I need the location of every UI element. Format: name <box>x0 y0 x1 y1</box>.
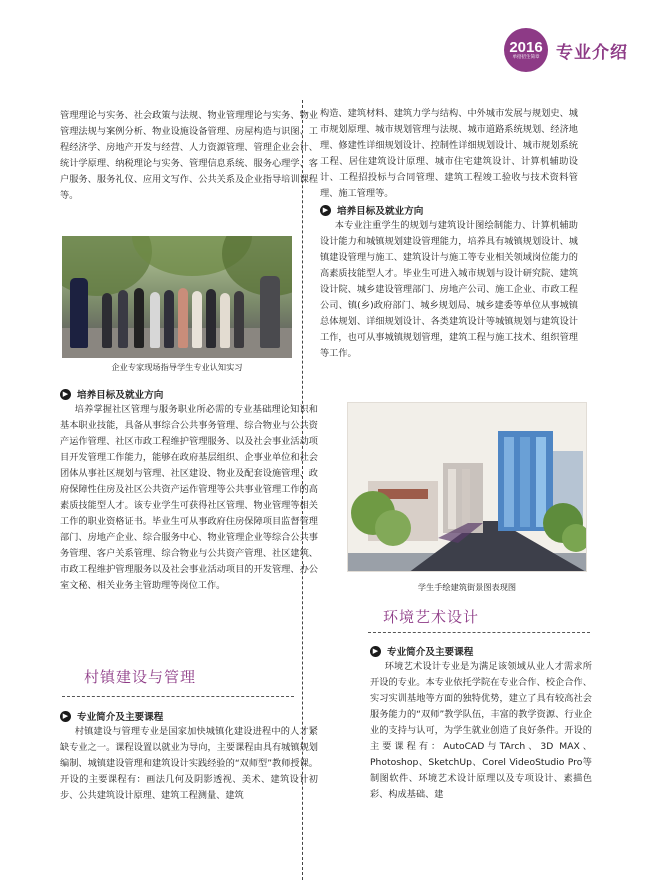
right-intro-paragraph-2: 环境艺术设计专业是为满足该领域从业人才需求所开设的专业。本专业依托学院在专业合作、校企合作、实习实训基地等方面的独特优势，建立了具有较高社会服务能力的“双师”教学队伍，丰富的教学资源、行业企业的支持与认可，为学生就业创造了良好条件。开设的主要课程有：AutoCAD与TArch、3D MAX、Photoshop、SketchUp、Corel VideoStudio Pro等制图软件、环境艺术设计原理以及专项设计、素描色彩、构成基础、建 <box>370 661 592 800</box>
major-title-underline-2 <box>368 632 590 633</box>
page-header <box>504 30 628 70</box>
arrow-right-icon: ▶ <box>370 646 381 657</box>
right-goals-paragraph: 本专业注重学生的规划与建筑设计图绘制能力、计算机辅助设计能力和城镇规划建设管理能力，培养具有城镇规划设计、城镇建设管理与施工、建筑设计与施工等专业相关领域岗位能力的高素质技能型人才。毕业生可进入城市规划与设计研究院、建筑设计院、城乡建设管理部门、房地产公司、施工企业、市政工程公司、镇(乡)政府部门、城乡规划局、城乡建委等单位从事城镇总体规划、详细规划设计、各类建筑设计等城镇规划与建筑设计工作，也可从事城镇规划管理，建筑工程与施工技术、组织管理等工作。 <box>320 220 578 359</box>
arrow-right-icon: ▶ <box>320 205 331 216</box>
major-title-village: 村镇建设与管理 <box>84 668 197 686</box>
year-text: 2016 <box>509 38 543 56</box>
photo-caption: 企业专家现场指导学生专业认知实习 <box>111 362 243 372</box>
right-column-top <box>320 106 578 362</box>
right-goals-title: 培养目标及就业方向 <box>337 206 424 217</box>
year-subtitle: 单招招生简章 <box>512 54 540 60</box>
arrow-right-icon: ▶ <box>60 711 71 722</box>
right-intro-title: 专业简介及主要课程 <box>387 647 474 658</box>
right-section-intro <box>370 642 592 803</box>
year-badge <box>504 28 548 72</box>
field-trip-photo <box>62 236 292 358</box>
arrow-right-icon: ▶ <box>60 389 71 400</box>
right-intro-heading <box>370 644 592 658</box>
left-intro-paragraph-2: 村镇建设与管理专业是国家加快城镇化建设进程中的人才紧缺专业之一。课程设置以就业为导向，主要课程由具有城镇规划编制、城镇建设管理和建筑设计实践经验的“双师型”教师授课。开设的主要课程有：画法几何及阴影透视、美术、建筑设计初步、公共建筑设计原理、建筑工程测量、建筑 <box>60 726 318 801</box>
right-goals-heading <box>320 203 578 217</box>
left-goals-heading <box>60 387 318 401</box>
left-section-goals <box>60 385 318 594</box>
major-title-environment: 环境艺术设计 <box>383 608 480 626</box>
page-title: 专业介绍 <box>556 42 628 63</box>
left-intro-title: 专业简介及主要课程 <box>77 712 164 723</box>
left-goals-title: 培养目标及就业方向 <box>77 390 164 401</box>
street-sketch-illustration <box>347 402 587 572</box>
left-goals-paragraph: 培养掌握社区管理与服务职业所必需的专业基础理论知识和基本职业技能，具备从事综合公共事务管理、综合物业与公共资产运作管理、社区市政工程维护管理服务、以及社会事业活动项目开发管理工作能力，能够在政府基层组织、企事业单位和社会团体从事社区规划与管理、社区建设、物业及配套设施管理、政府保障性住房及社区公共资产运作管理等公共事业管理工作的高素质技能型人才。该专业学生可获得社区管理、物业管理等相关工作的职业资格证书。毕业生可从事政府住房保障项目监督管理部门、房地产企业、综合服务中心、物业管理企业等综合公共事务管理、客户关系管理、综合物业与公共资产管理、社区建筑、市政工程维护管理服务以及社会事业活动项目的开发管理、办公室文秘、相关业务主管助理等岗位工作。 <box>60 404 318 591</box>
left-column-top <box>60 108 318 204</box>
left-intro-paragraph: 管理理论与实务、社会政策与法规、物业管理理论与实务、物业管理法规与案例分析、物业设施设备管理、房屋构造与识图、工程经济学、房地产开发与经营、人力资源管理、管理企业会计、统计学原理、纳税理论与实务、管理信息系统、服务心理学、客户服务、服务礼仪、应用文写作、公共关系及企业指导培训课程等。 <box>60 110 318 201</box>
right-intro-paragraph: 构造、建筑材料、建筑力学与结构、中外城市发展与规划史、城市规划原理、城市规划管理与法规、城市道路系统规划、经济地理、修建性详细规划设计、控制性详细规划设计、城市规划系统工程、居住建筑设计原理、城市住宅建筑设计、计算机辅助设计、工程招投标与合同管理、建筑工程竣工验收与技术资料管理、施工管理等。 <box>320 108 578 199</box>
left-intro-heading <box>60 709 318 723</box>
sketch-caption: 学生手绘建筑街景图表现图 <box>417 582 517 592</box>
left-section-intro <box>60 707 318 804</box>
major-title-underline <box>62 696 294 697</box>
